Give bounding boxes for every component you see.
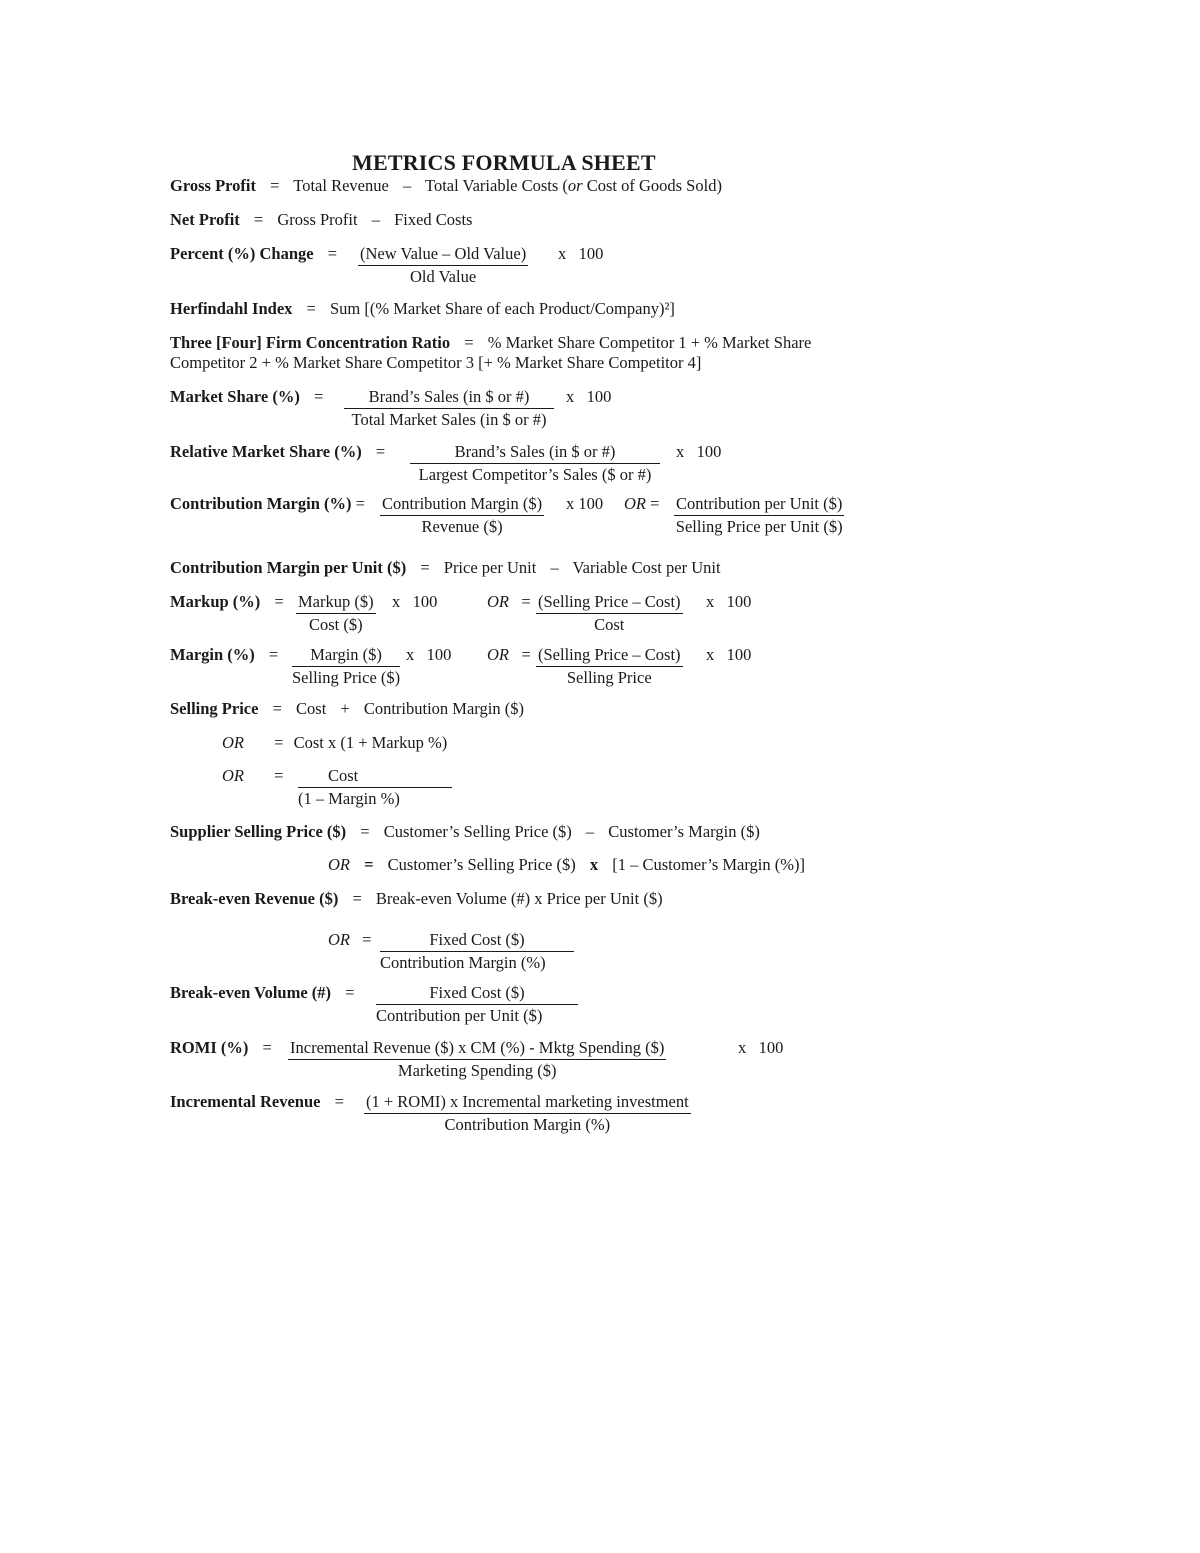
romi-label-row: [170, 1038, 282, 1058]
fraction-denominator: Selling Price per Unit ($): [675, 517, 843, 536]
selling-price-alt-1-expr: Cost x (1 + Markup %): [293, 733, 448, 752]
relative-market-share-label: Relative Market Share (%): [170, 442, 362, 461]
fraction-numerator: Fixed Cost ($): [380, 930, 574, 952]
equals-sign: =: [420, 558, 430, 577]
fraction-denominator: (1 – Margin %): [298, 789, 400, 808]
or-separator: OR =: [624, 494, 660, 513]
selling-price-alt-1: [222, 733, 447, 753]
market-share-fraction: [344, 387, 554, 430]
markup-label: Markup (%): [170, 592, 261, 611]
page-title: METRICS FORMULA SHEET: [352, 150, 656, 175]
market-share-label: Market Share (%): [170, 387, 300, 406]
times-sign: x: [589, 855, 599, 874]
herfindahl-expression: Sum [(% Market Share of each Product/Company)²]: [329, 299, 675, 318]
supplier-price-term-a: Customer’s Selling Price ($): [383, 822, 572, 841]
times-100: x 100: [392, 592, 438, 611]
equals-sign: =: [352, 889, 362, 908]
fraction-numerator: Contribution per Unit ($): [674, 494, 844, 516]
equals-sign: =: [268, 645, 279, 664]
times-100: x 100: [706, 592, 752, 611]
breakeven-revenue-expression: Break-even Volume (#) x Price per Unit ($): [375, 889, 663, 908]
supplier-price-formula: [170, 822, 760, 842]
markup-label-row: [170, 592, 294, 612]
incremental-revenue-label: Incremental Revenue: [170, 1092, 321, 1111]
fraction-numerator: (1 + ROMI) x Incremental marketing investment: [364, 1092, 691, 1114]
equals-sign: =: [274, 766, 284, 785]
markup-fraction-2: [536, 592, 683, 635]
times-100: x 100: [558, 244, 604, 263]
breakeven-revenue-label: Break-even Revenue ($): [170, 889, 339, 908]
concentration-formula: [170, 333, 811, 353]
breakeven-revenue-or: [328, 930, 371, 950]
concentration-line-2: Competitor 2 + % Market Share Competitor 3 [+ % Market Share Competitor 4]: [170, 353, 702, 372]
equals-sign: =: [253, 210, 264, 229]
herfindahl-formula: [170, 299, 675, 319]
cm-per-unit-label: Contribution Margin per Unit ($): [170, 558, 407, 577]
equals-sign: =: [272, 699, 282, 718]
relative-market-share-fraction: [410, 442, 660, 485]
equals-sign: =: [262, 1038, 272, 1057]
equals-sign: =: [327, 244, 338, 263]
contribution-margin-fraction-2: [674, 494, 844, 537]
fraction-denominator: Old Value: [410, 267, 477, 286]
fraction-denominator: Selling Price: [566, 668, 652, 687]
or-label: OR: [222, 733, 244, 752]
fraction-numerator: Fixed Cost ($): [376, 983, 578, 1005]
times-100: x 100: [738, 1038, 784, 1057]
equals-sign: =: [274, 592, 284, 611]
market-share-label-row: [170, 387, 333, 407]
fraction-denominator: Cost: [594, 615, 625, 634]
selling-price-term-a: Cost: [296, 699, 327, 718]
percent-change-label-row: [170, 244, 347, 264]
breakeven-volume-fraction: [376, 983, 578, 1026]
minus-sign: –: [402, 176, 412, 195]
gross-profit-formula: [170, 176, 722, 196]
concentration-line-1: % Market Share Competitor 1 + % Market Share: [487, 333, 812, 352]
fraction-denominator: Contribution Margin (%): [444, 1115, 611, 1134]
net-profit-label: Net Profit: [170, 210, 240, 229]
contribution-margin-fraction-1: [380, 494, 544, 537]
fraction-numerator: Brand’s Sales (in $ or #): [344, 387, 554, 409]
cm-per-unit-term-a: Price per Unit: [443, 558, 537, 577]
fraction-denominator: Marketing Spending ($): [397, 1061, 557, 1080]
equals-sign: =: [360, 822, 370, 841]
fraction-denominator: Revenue ($): [421, 517, 503, 536]
selling-price-term-b: Contribution Margin ($): [363, 699, 524, 718]
fraction-denominator: Cost ($): [308, 615, 363, 634]
equals-sign: =: [464, 333, 474, 352]
minus-sign: –: [371, 210, 380, 229]
gross-profit-label: Gross Profit: [170, 176, 257, 195]
cm-per-unit-formula: [170, 558, 721, 578]
gross-profit-term-b: Total Variable Costs (: [425, 176, 568, 195]
margin-label: Margin (%): [170, 645, 255, 664]
romi-label: ROMI (%): [170, 1038, 249, 1057]
breakeven-revenue-formula: [170, 889, 663, 909]
fraction-numerator: Margin ($): [292, 645, 400, 667]
equals-sign: =: [355, 494, 365, 513]
supplier-price-alt-b: [1 – Customer’s Margin (%)]: [612, 855, 805, 874]
supplier-price-alt-a: Customer’s Selling Price ($): [387, 855, 576, 874]
cm-per-unit-term-b: Variable Cost per Unit: [572, 558, 721, 577]
margin-label-row: [170, 645, 288, 665]
fraction-numerator: Incremental Revenue ($) x CM (%) - Mktg Spending ($): [288, 1038, 666, 1060]
selling-price-fraction: [298, 766, 452, 809]
selling-price-label: Selling Price: [170, 699, 259, 718]
contribution-margin-label-row: [170, 494, 365, 514]
or-label: OR: [222, 766, 244, 785]
fraction-denominator: Total Market Sales (in $ or #): [351, 410, 547, 429]
percent-change-fraction: [358, 244, 528, 287]
or-separator: OR =: [487, 592, 531, 611]
gross-profit-term-b-tail: Cost of Goods Sold): [582, 176, 722, 195]
equals-sign: =: [313, 387, 324, 406]
fraction-numerator: Brand’s Sales (in $ or #): [410, 442, 660, 464]
times-100: x 100: [706, 645, 752, 664]
fraction-numerator: Cost: [298, 766, 452, 788]
fraction-denominator: Selling Price ($): [292, 668, 401, 687]
or-label: OR: [328, 855, 350, 874]
incremental-revenue-label-row: [170, 1092, 354, 1112]
or-separator: OR =: [487, 645, 531, 664]
net-profit-formula: [170, 210, 472, 230]
supplier-price-term-b: Customer’s Margin ($): [608, 822, 760, 841]
margin-fraction-1: [292, 645, 400, 688]
net-profit-term-a: Gross Profit: [277, 210, 358, 229]
breakeven-volume-label-row: [170, 983, 364, 1003]
times-100: x 100: [566, 494, 604, 513]
romi-fraction: [288, 1038, 666, 1081]
incremental-revenue-fraction: [364, 1092, 691, 1135]
minus-sign: –: [585, 822, 595, 841]
concentration-label: Three [Four] Firm Concentration Ratio: [170, 333, 451, 352]
net-profit-term-b: Fixed Costs: [394, 210, 473, 229]
minus-sign: –: [550, 558, 559, 577]
or-italic: or: [567, 176, 583, 195]
breakeven-revenue-fraction: [380, 930, 574, 973]
selling-price-alt-2: [222, 766, 283, 786]
gross-profit-term-a: Total Revenue: [293, 176, 389, 195]
herfindahl-label: Herfindahl Index: [170, 299, 293, 318]
percent-change-label: Percent (%) Change: [170, 244, 314, 263]
fraction-numerator: Contribution Margin ($): [380, 494, 544, 516]
contribution-margin-label: Contribution Margin (%): [170, 494, 352, 513]
times-100: x 100: [676, 442, 722, 461]
equals-sign: =: [274, 733, 284, 752]
supplier-price-label: Supplier Selling Price ($): [170, 822, 347, 841]
fraction-denominator: Contribution Margin (%): [380, 953, 546, 972]
equals-sign: =: [334, 1092, 344, 1111]
equals-sign: =: [364, 855, 374, 874]
equals-sign: =: [306, 299, 316, 318]
supplier-price-alt: [328, 855, 805, 875]
fraction-denominator: Largest Competitor’s Sales ($ or #): [418, 465, 652, 484]
markup-fraction-1: [296, 592, 376, 635]
relative-market-share-label-row: [170, 442, 395, 462]
or-label: OR: [328, 930, 350, 949]
times-100: x 100: [566, 387, 612, 406]
equals-sign: =: [270, 176, 280, 195]
equals-sign: =: [362, 930, 372, 949]
fraction-numerator: Markup ($): [296, 592, 376, 614]
breakeven-volume-label: Break-even Volume (#): [170, 983, 332, 1002]
equals-sign: =: [375, 442, 386, 461]
fraction-numerator: (Selling Price – Cost): [536, 592, 683, 614]
fraction-denominator: Contribution per Unit ($): [376, 1006, 543, 1025]
fraction-numerator: (Selling Price – Cost): [536, 645, 683, 667]
fraction-numerator: (New Value – Old Value): [358, 244, 528, 266]
plus-sign: +: [340, 699, 350, 718]
times-100: x 100: [406, 645, 452, 664]
margin-fraction-2: [536, 645, 683, 688]
selling-price-formula: [170, 699, 524, 719]
equals-sign: =: [345, 983, 355, 1002]
